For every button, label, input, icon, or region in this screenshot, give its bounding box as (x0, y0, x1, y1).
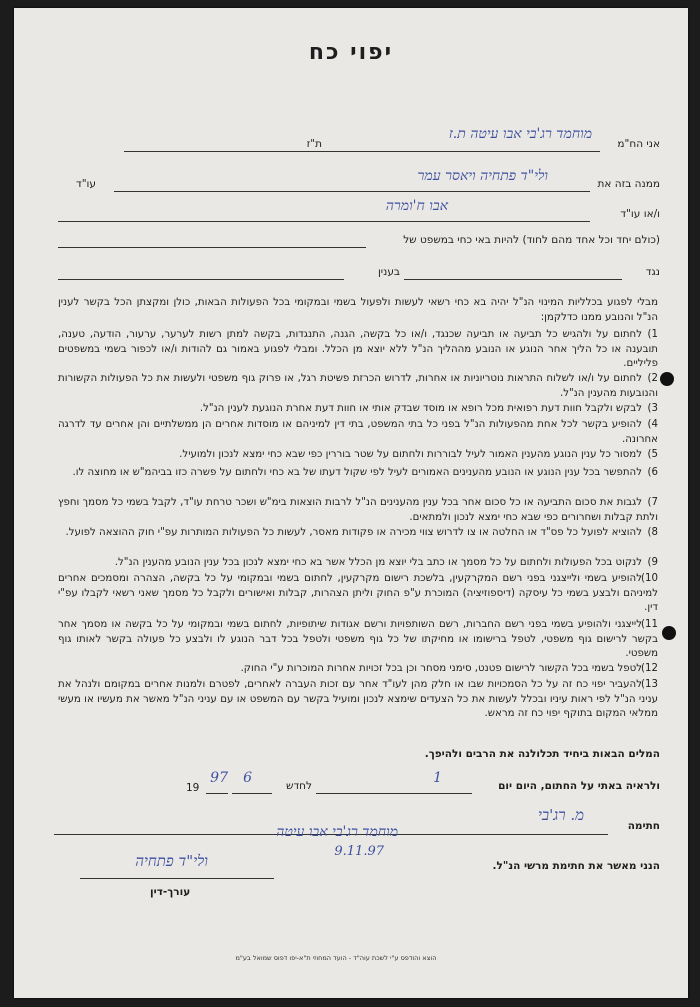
against-line (404, 279, 622, 280)
clause-8: 8)להוציא לפועל כל פס"ד או החלטה או צו לדרוש צווי מכירה או פקודות מאסר, לעשות כל הפעולות המותרות עפ"י חוק ההוצאה לפועל. (65, 527, 658, 538)
second-attorney-handwriting: אבו ח'ומרה (385, 198, 448, 214)
attorney-signature-line (80, 878, 274, 879)
principal-label: אני הח"מ (617, 138, 660, 150)
id-label-1: ת"ז (306, 138, 322, 150)
signature-date: 9.11.97 (334, 844, 384, 859)
against-label: נגד (645, 266, 660, 278)
principal-signature: מ. רג'בי (537, 806, 584, 824)
and-or-attorney-label: ו/או עו"ד (620, 208, 660, 220)
appointee-line (114, 191, 590, 192)
month-label: לחדש (286, 780, 312, 792)
clause-9: 9)לנקוט בכל הפעולות ולחתום על כל מסמך או כתב בלי יוצא מן הכלל אשר בא כחי ימצא לנכון בכל ענין הנובע מהענין הנ"ל. (114, 557, 658, 568)
clause-12: 12)לטפל בשמי בכל הקשור לרישום פטנט, סימני מסחר וכן בכל זכויות אחרות המוכרות ע"י החוק. (240, 663, 658, 674)
matter-label: בענין (377, 266, 400, 278)
principal-line (124, 151, 600, 152)
punch-hole-top (660, 372, 674, 386)
page-title: יפוי כח (308, 40, 394, 65)
clause-2: 2)לחתום על ו/או לשלוח התראות נוטריוניות או אחרות, לדרוש הכרזת פשיטת רגל, או פרוק גוף משפטי ולעשות את כל הפעולות הקשורות והנובעות מהענין הנ"ל. (58, 373, 658, 399)
day-handwriting: 1 (433, 770, 442, 786)
signature-label: חתימה (627, 820, 660, 832)
attorney-signature: ולי"ד פתחיה (135, 852, 208, 870)
clause-6: 6)להתפשר בכל ענין הנוגע או הנובע מהענינים האמורים לעיל לפי שקול דעתו של בא כחי ולחתום על פשרה כזו בביהמ"ש או מחוצה לו. (72, 467, 658, 478)
attorney-caption: עורך-דין (150, 886, 191, 898)
power-of-attorney-page (14, 8, 688, 998)
principal-handwriting: מוחמד רג'בי אבו עיטה ת.ז (448, 126, 592, 142)
publisher-footer: הוצא והודפס ע"י לשכת עוה"ד - הועד המחוזי ת"א-יפו דפוס שמואל בע"מ (235, 954, 437, 962)
clause-13: 13)להעביר יפוי כח זה על כל הסמכויות שבו או חלק מהן לעו"ד אחר עם זכות העברה לאחרים, לפטרם ולמנות אחרים במקומם ולנהל את עניני הנ"ל לפי ראות עיניו ובכלל לעשות את כל הצעדים שימצא לנכון ומועיל בקשר עם המשפט או עם עניני הנ"ל מאשר את מעשיו או מעשי ממלאי המקום בתוקף יפוי כח זה מראש. (58, 679, 658, 720)
closing-statement: המלים הבאות ביחיד תכלולנה את הרבים ולהיפך. (424, 748, 660, 760)
matter-line (58, 279, 344, 280)
jointly-label: (כולם יחד וכל אחד מהם לחוד) להיות באי כחי במשפט של (403, 234, 660, 246)
year-line (206, 793, 228, 794)
signature-handwriting: מוחמד רג'בי אבו עיטה (276, 824, 398, 840)
month-handwriting: 6 (243, 770, 252, 786)
month-line (232, 793, 272, 794)
punch-hole-bottom (662, 626, 676, 640)
confirmation-label: הנני מאשר את חתימת מרשי הנ"ל. (492, 860, 660, 872)
clause-5: 5)למסור כל ענין הנוגע מהענין האמור לעיל לבוררות ולחתום על שטר בוררין כפי שבא כחי ימצא לנכון ולמועיל. (179, 449, 658, 460)
jointly-line (58, 247, 366, 248)
clause-3: 3)לבקש ולקבל חוות דעת רפואית מכל רופא או מוסד שבדק אותי או חוות דעת אחרת הנוגעת לענין הנ"ל. (199, 403, 658, 414)
clause-10: 10)להופיע בשמי ולייצגני בפני רשם המקרקעין, בלשכת רישום מקרקעין, לחתום בשמי ובמקומי על כל בקשה, הצהרה ומסמכים אחרים למיניהם ולבצע בשמי כל עיסקה (דיספוזיציה) המוכרת ע"פ החוק וליתן הצהרות, קבלות ואישורים ולקבל כל מסמך שאני רשאי לקבלו עפ"י דין. (58, 573, 658, 614)
signed-label: ולראיה באתי על החתום, היום יום (498, 780, 660, 792)
appoints-label: ממנה בזה את (597, 178, 660, 190)
year-prefix: 19 (186, 782, 200, 794)
clause-4: 4)להופיע בקשר לכל אחת מהפעולות הנ"ל בפני כל בתי המשפט, בתי דין למיניהם או מוסדות אחרים הן ממשלתיים והן אחרים עד לדרגה אחרונה. (58, 419, 658, 445)
second-attorney-line (58, 221, 590, 222)
clause-1: 1)לחתום על ולהגיש כל תביעה או תביעה שכנגד, ו/או כל בקשה, הגנה, התנגדות, בקשה למתן רשות לערער, ערעור, הודעה, טענה, תובענה או כל הליך אחר הנוגע או הנובע מההליך הנ"ל ללא יוצא מן הכלל. ומבלי לפגוע באמור גם להודות ו/או לכפור בשמי במשפטים פליליים. (58, 329, 658, 370)
intro-paragraph: מבלי לפגוע בכלליות המינוי הנ"ל יהיה בא כחי רשאי לעשות ולפעול בשמי ובמקומי בכל הפעולות הבאות, כולן ומקצתן הכל בקשר לענין הנ"ל והנובע ממנו כדלקמן: (58, 297, 658, 323)
clause-11: 11)לייצגני ולהופיע בשמי בפני רשם החברות, רשם השותפויות ורשם אגודות שיתופיות, לחתום בשמי ובמקומי על כל בקשה או מסמך אחר בקשר לרישום גוף משפטי, לטפל ברישומו או מחיקתו של כל גוף משפטי ולטפל בכל דבר הנוגע לו ולבצע כל פעולה בקשר לאותו גוף משפטי. (58, 619, 658, 660)
attorney-abbr-1: עו"ד (76, 178, 96, 190)
clause-7: 7)לגבות את סכום התביעה או כל סכום אחר בכל ענין מהענינים הנ"ל לרבות הוצאות בימ"ש ושכר טרחת עו"ד, לקבל בשמי כל מסמך וחפץ ולתת קבלות ושחרורים כפי שבא כחי ימצא לנכון ולמתאים. (58, 497, 658, 523)
appointee-handwriting: ולי"ד פתחיה ויאסר עמר (417, 168, 548, 184)
year-handwriting: 97 (210, 770, 228, 786)
day-line (316, 793, 472, 794)
